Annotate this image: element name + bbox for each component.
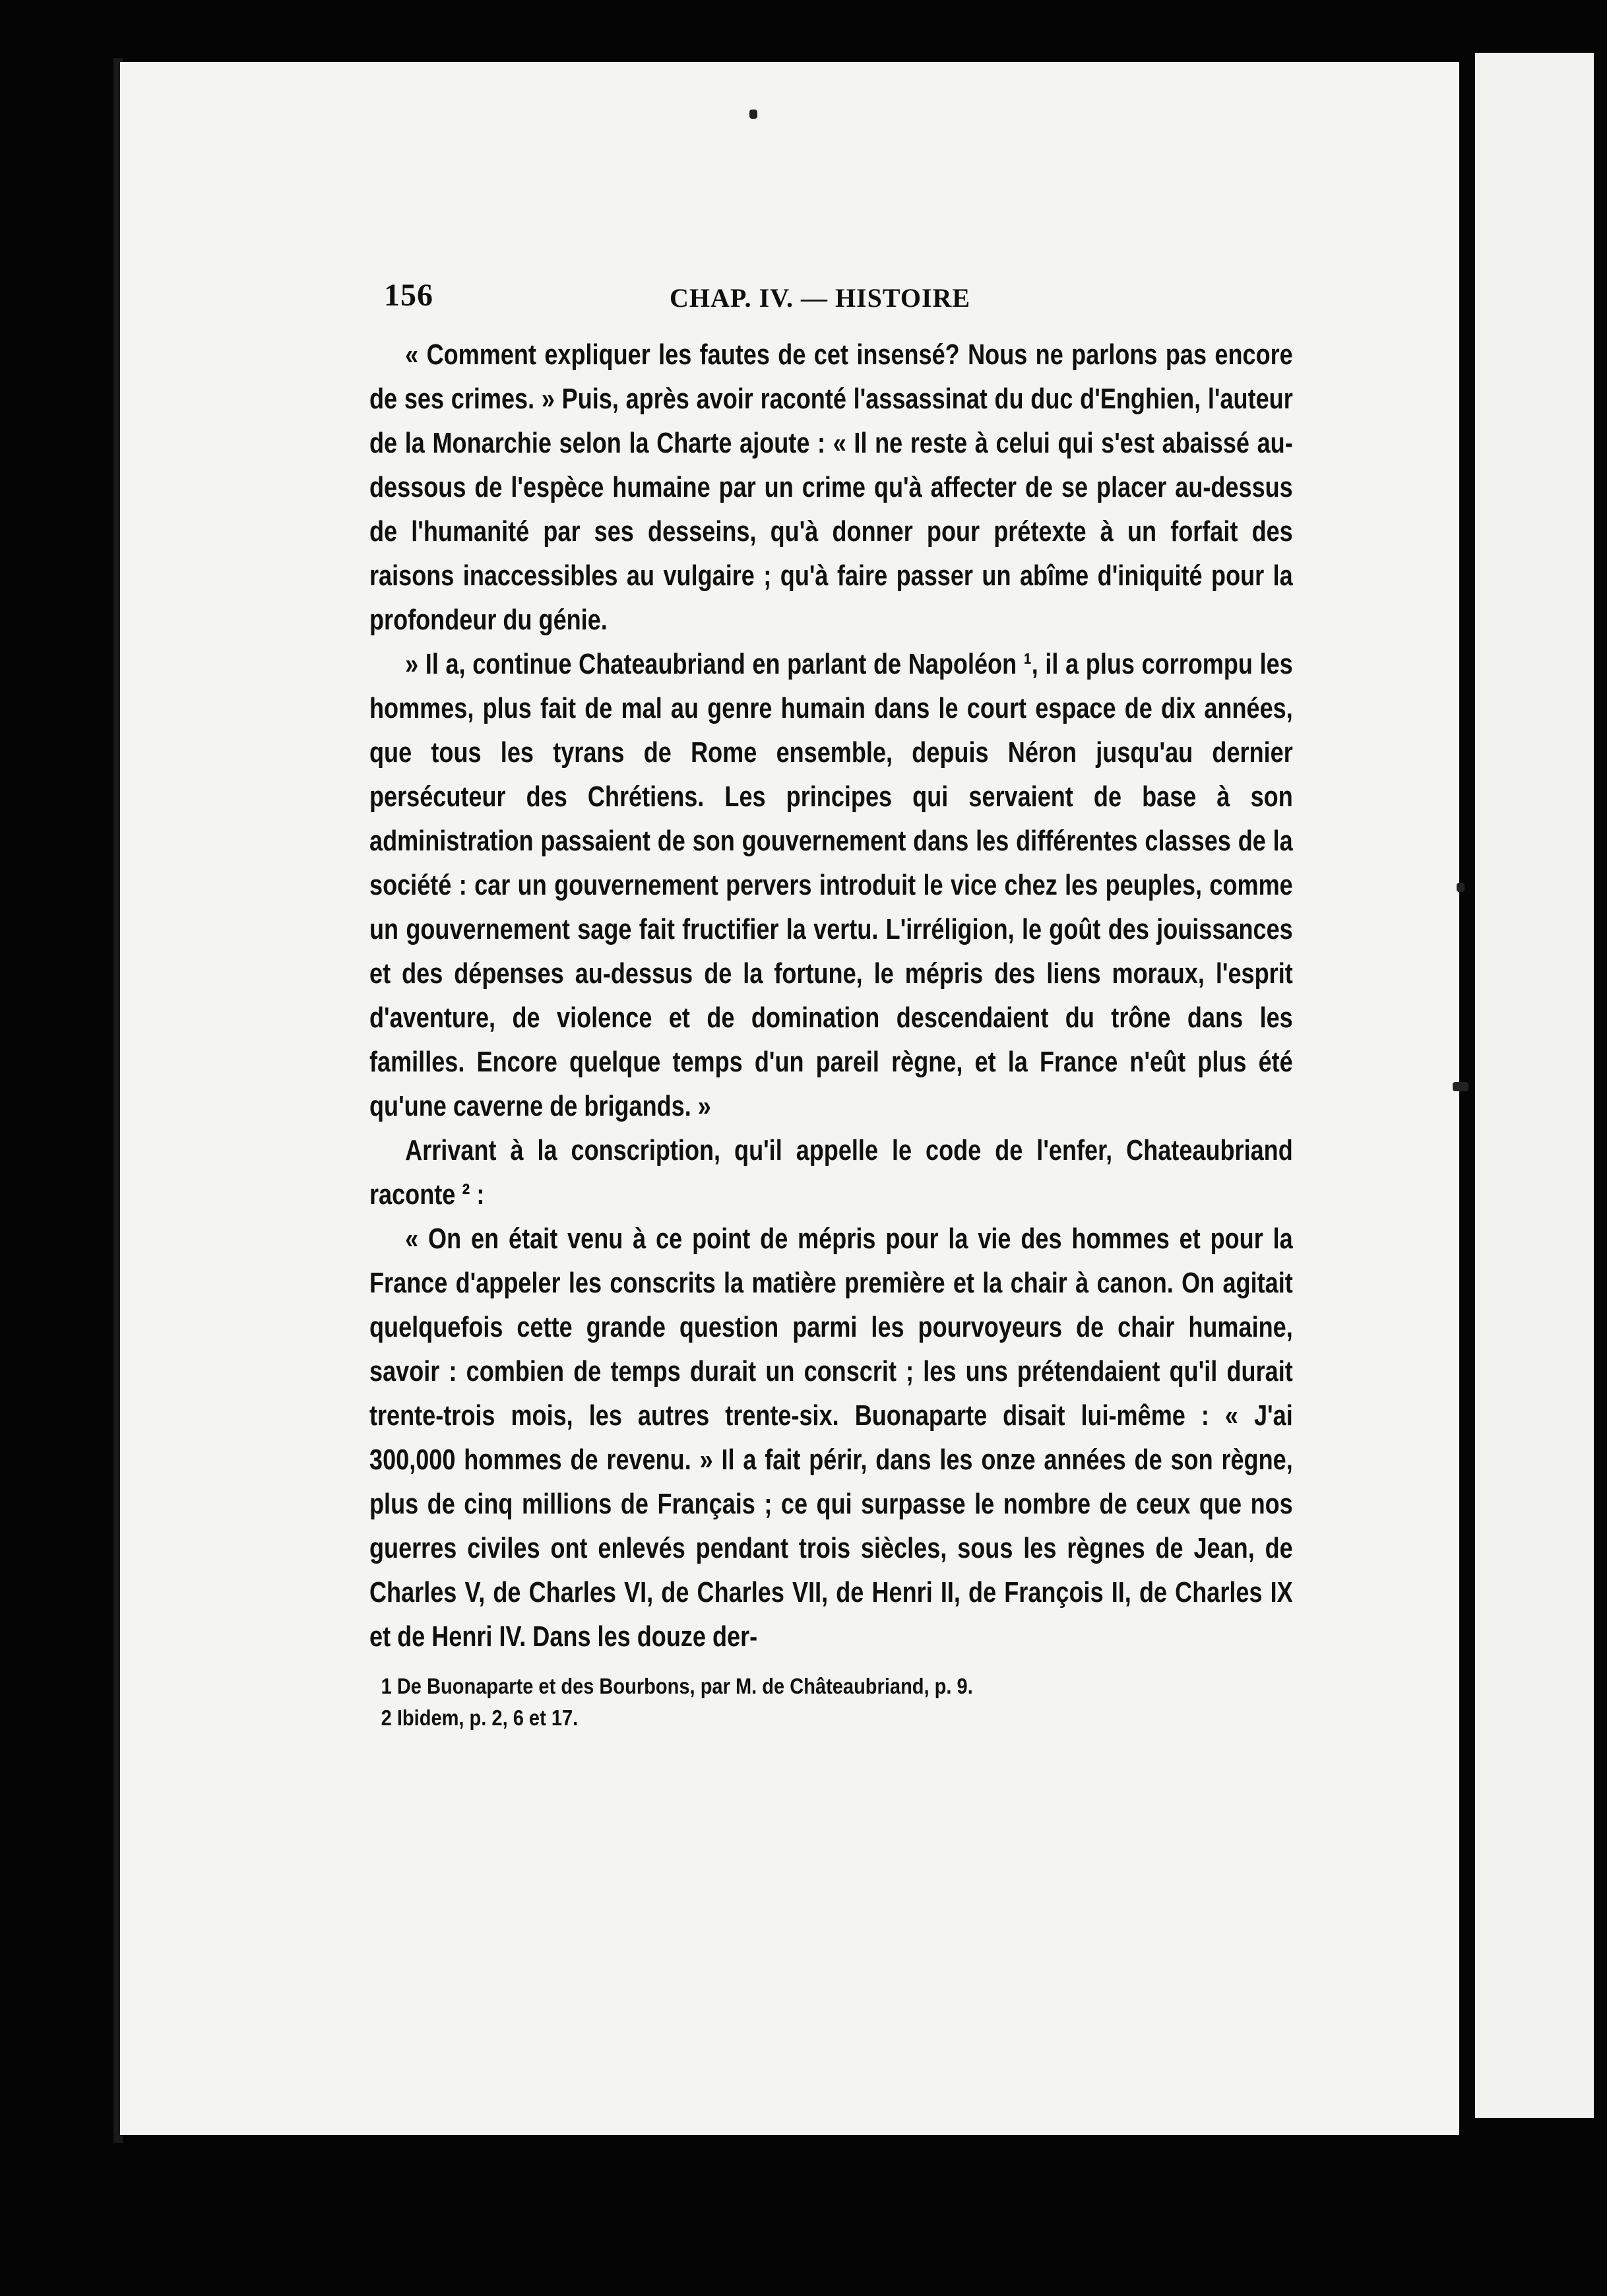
paragraph-4: « On en était venu à ce point de mépris pour la vie des hommes et pour la France d'appeler les conscrits la matière première et la chair à canon. On agitait quelquefois cette grande question parmi les pourvoyeurs de chair humaine, savoir : combien de temps durait un conscrit ; les uns prétendaient qu'il durait trente-trois mois, les autres trente-six. Buonaparte disait lui-même : « J'ai 300,000 hommes de revenu. » Il a fait périr, dans les onze années de son règne, plus de cinq millions de Français ; ce qui surpasse le nombre de ceux que nos guerres civiles ont enlevés pendant trois siècles, sous les règnes de Jean, de Charles V, de Charles VI, de Charles VII, de Henri II, de François II, de Charles IX et de Henri IV. Dans les douze der- xyxy=(369,1223,1293,1653)
paragraph-3: Arrivant à la conscription, qu'il appelle le code de l'enfer, Chateaubriand raconte ² : xyxy=(369,1134,1293,1211)
footnote-text: Ibidem, p. 2, 6 et 17. xyxy=(396,1706,579,1730)
binding-mark xyxy=(749,110,757,119)
running-head xyxy=(369,277,1293,333)
paragraph-1: « Comment expliquer les fautes de cet insensé? Nous ne parlons pas encore de ses crimes. » Puis, après avoir raconté l'assassinat du duc d'Enghien, l'auteur de la Monarchie selon la Charte ajoute : « Il ne reste à celui qui s'est abaissé au-dessous de l'espèce humaine par un crime qu'à affecter de se placer au-dessus de l'humanité par ses desseins, qu'à donner pour prétexte à un forfait des raisons inaccessibles au vulgaire ; qu'à faire passer un abîme d'iniquité pour la profondeur du génie. xyxy=(369,338,1293,636)
footnote-text: De Buonaparte et des Bourbons, par M. de Châteaubriand, p. 9. xyxy=(396,1674,973,1698)
binding-mark xyxy=(1453,1082,1468,1091)
footnote-mark: 2 xyxy=(381,1706,392,1730)
chapter-title: CHAP. IV. — HISTOIRE xyxy=(670,283,971,313)
footnote-1 xyxy=(369,1671,1298,1702)
footnotes xyxy=(369,1671,1298,1734)
footnote-2 xyxy=(369,1702,1298,1734)
text-block xyxy=(369,277,1293,1734)
binding-mark xyxy=(1457,883,1465,892)
page-number: 156 xyxy=(384,278,433,313)
adjacent-page-edge xyxy=(1475,53,1594,2118)
paragraph-2: » Il a, continue Chateaubriand en parlant de Napoléon ¹, il a plus corrompu les hommes, plus fait de mal au genre humain dans le court espace de dix années, que tous les tyrans de Rome ensemble, depuis Néron jusqu'au dernier persécuteur des Chrétiens. Les principes qui servaient de base à son administration passaient de son gouvernement dans les différentes classes de la société : car un gouvernement pervers introduit le vice chez les peuples, comme un gouvernement sage fait fructifier la vertu. L'irréligion, le goût des jouissances et des dépenses au-dessus de la fortune, le mépris des liens moraux, l'esprit d'aventure, de violence et de domination descendaient du trône dans les familles. Encore quelque temps d'un pareil règne, et la France n'eût plus été qu'une caverne de brigands. » xyxy=(369,648,1293,1122)
footnote-mark: 1 xyxy=(381,1674,392,1698)
